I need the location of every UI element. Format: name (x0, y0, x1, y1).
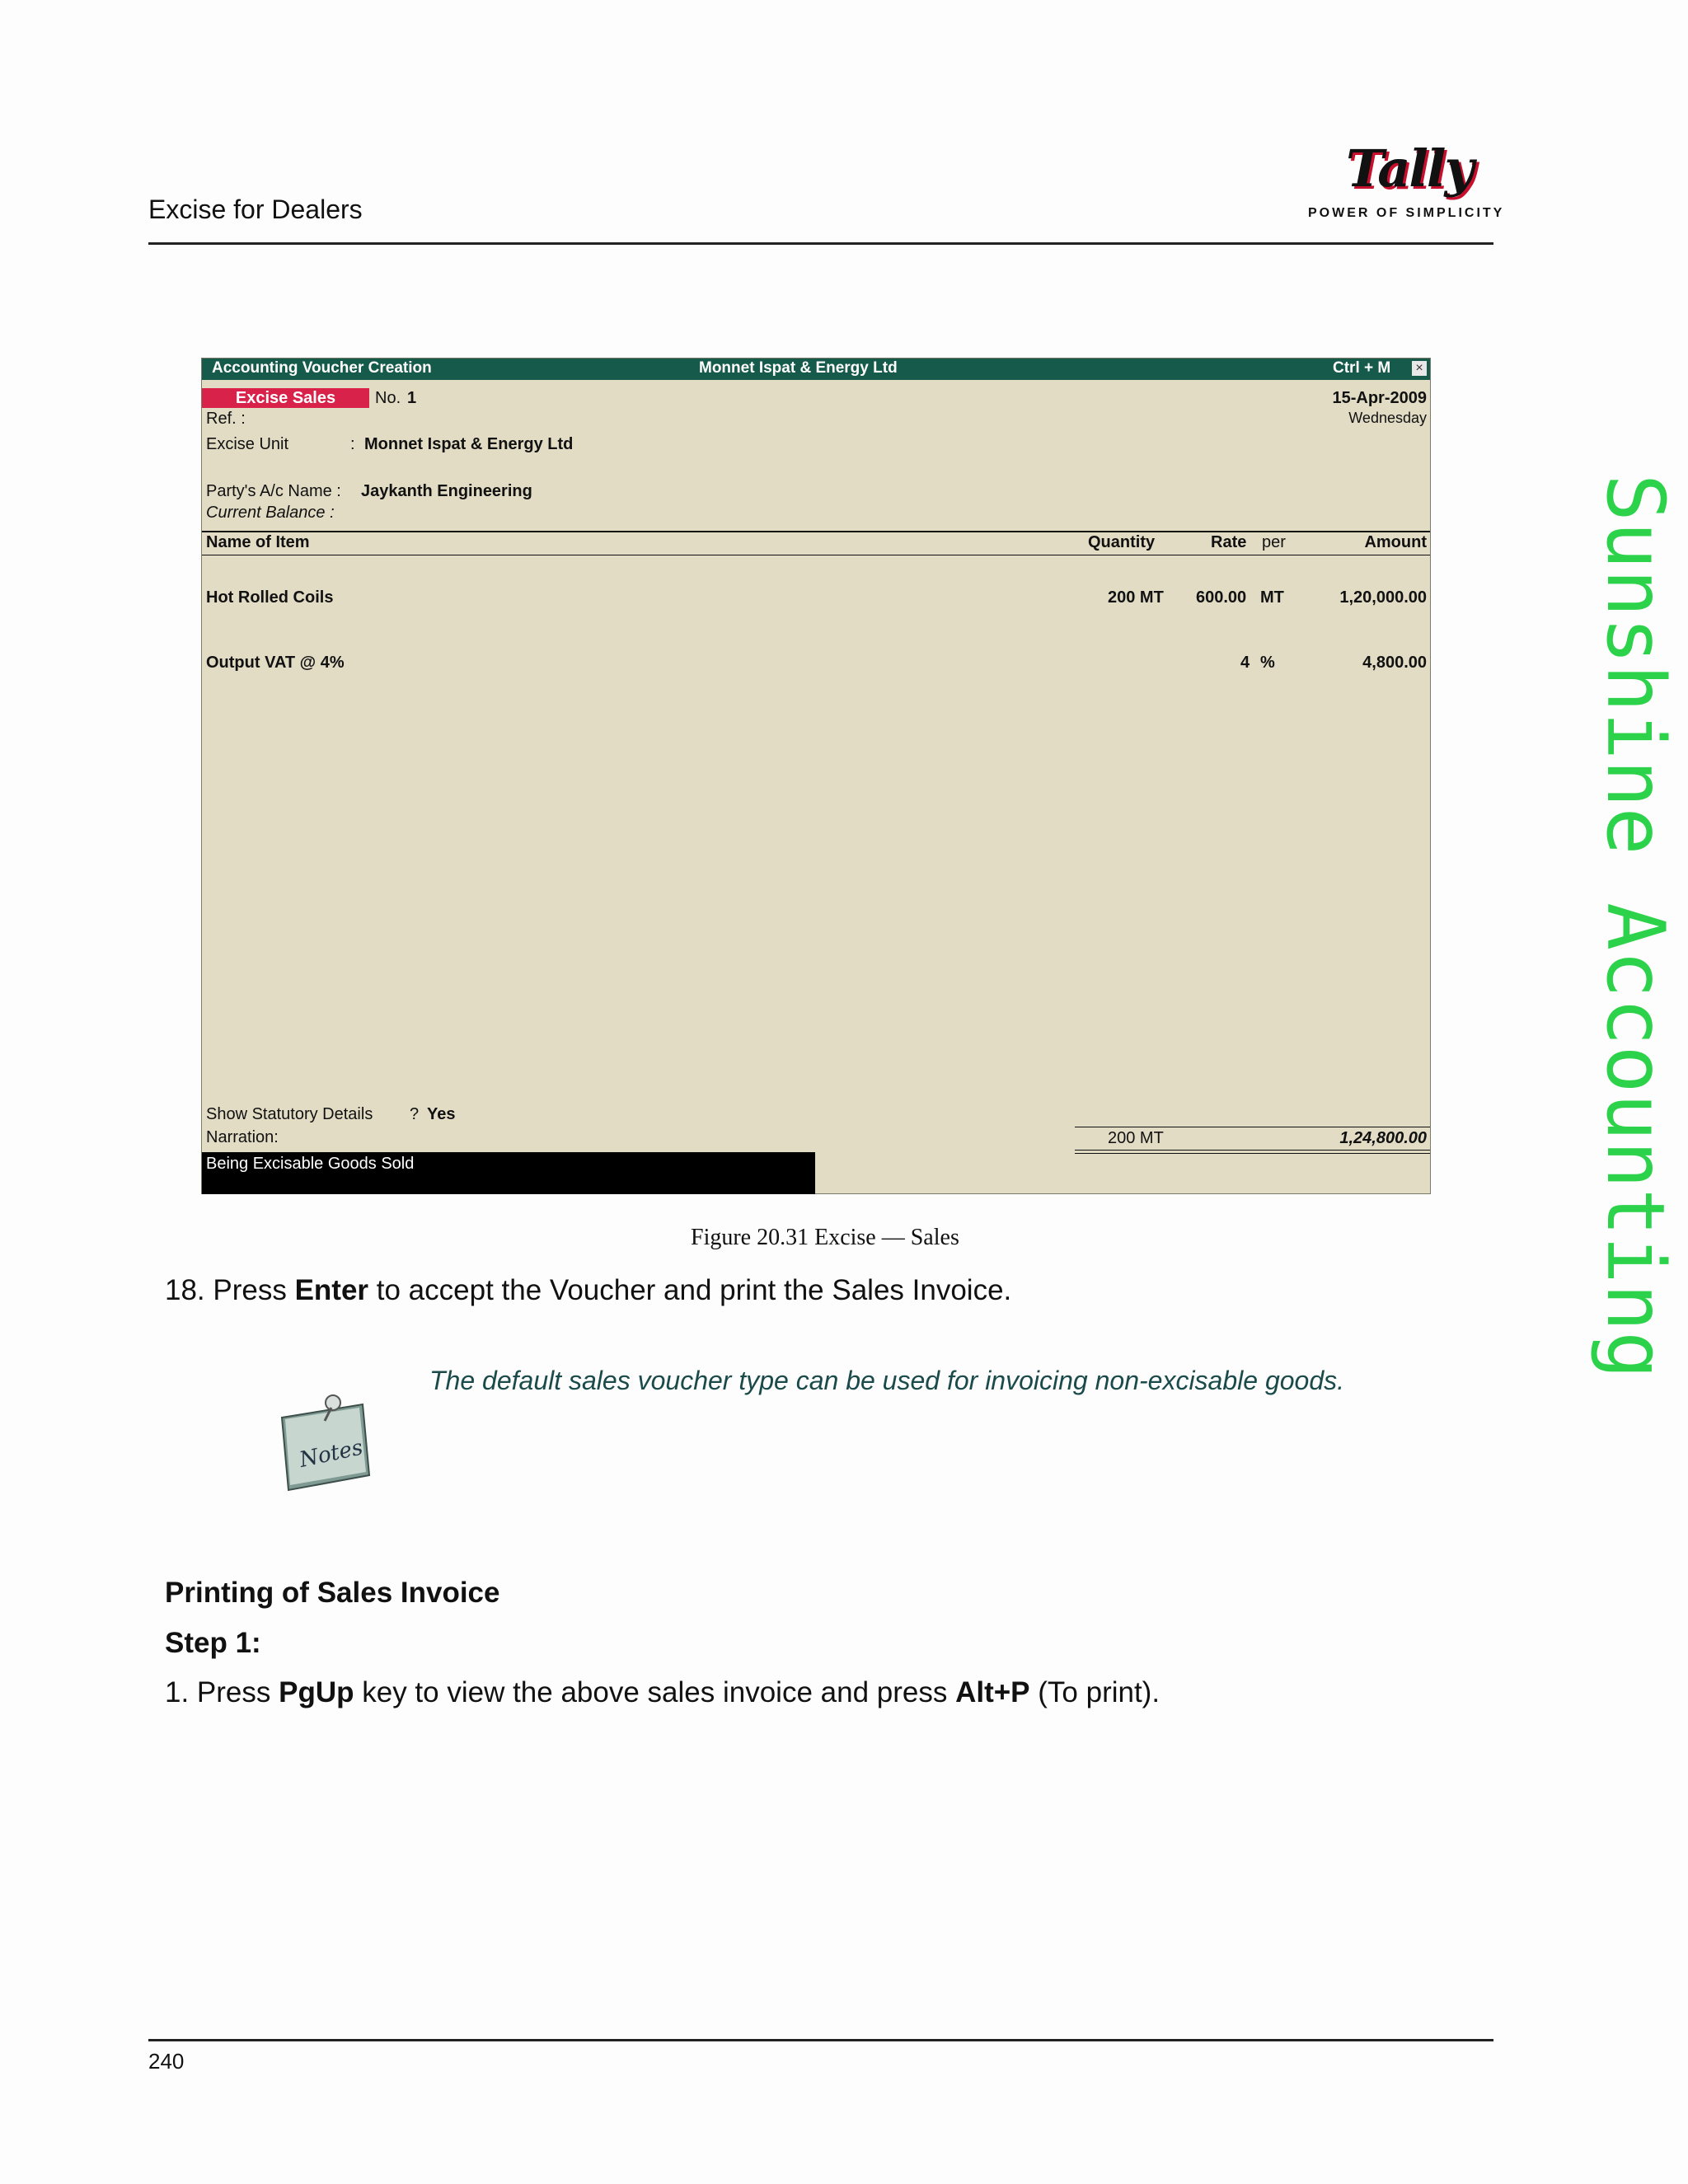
voucher-no-value[interactable]: 1 (407, 389, 417, 407)
step-1-prefix: 1. Press (165, 1676, 279, 1708)
screen-title: Accounting Voucher Creation (212, 359, 432, 377)
voucher-day: Wednesday (1348, 410, 1427, 426)
pgup-key: PgUp (279, 1676, 354, 1708)
total-quantity: 200 MT (1108, 1129, 1164, 1147)
total-amount: 1,24,800.00 (1339, 1129, 1427, 1147)
enter-key: Enter (294, 1274, 369, 1306)
page-number: 240 (148, 2049, 185, 2074)
table-top-rule (202, 531, 1430, 532)
alt-p-key: Alt+P (955, 1676, 1030, 1708)
narration-label: Narration: (206, 1128, 279, 1146)
step-heading: Step 1: (165, 1627, 261, 1659)
notes-icon (277, 1393, 374, 1495)
col-name-of-item: Name of Item (206, 533, 310, 551)
excise-unit-label: Excise Unit (206, 435, 289, 453)
table-row-item-name[interactable]: Output VAT @ 4% (206, 654, 345, 672)
statutory-question: ? (410, 1105, 420, 1123)
col-amount: Amount (1364, 533, 1427, 551)
voucher-date[interactable]: 15-Apr-2009 (1332, 389, 1427, 407)
page-header-title: Excise for Dealers (148, 194, 363, 224)
step-1-mid: key to view the above sales invoice and press (354, 1676, 956, 1708)
voucher-type-badge[interactable]: Excise Sales (202, 388, 369, 408)
step-1-text (165, 1676, 1160, 1709)
col-rate: Rate (1211, 533, 1247, 551)
note-text: The default sales voucher type can be used for invoicing non-excisable goods. (429, 1366, 1345, 1395)
step-18-suffix: to accept the Voucher and print the Sales Invoice. (368, 1274, 1012, 1306)
close-icon[interactable]: × (1412, 361, 1427, 376)
table-row-amount[interactable]: 4,800.00 (1362, 654, 1427, 672)
shortcut-label: Ctrl + M (1333, 359, 1391, 377)
table-row-rate[interactable]: 4 (1240, 654, 1250, 672)
section-title: Printing of Sales Invoice (165, 1577, 500, 1609)
current-balance-label: Current Balance : (206, 504, 335, 522)
voucher-screen (201, 358, 1431, 1194)
narration-text: Being Excisable Goods Sold (206, 1155, 415, 1173)
voucher-no-label: No. (375, 389, 401, 407)
table-row-quantity[interactable]: 200 MT (1108, 588, 1164, 607)
ref-label[interactable]: Ref. : (206, 410, 246, 428)
table-row-per[interactable]: MT (1260, 588, 1284, 607)
excise-unit-colon: : (350, 435, 355, 453)
header-divider (148, 242, 1493, 245)
watermark: Sunshine Accounting (1589, 474, 1681, 1380)
statutory-label: Show Statutory Details (206, 1105, 373, 1123)
svg-text:Notes: Notes (297, 1435, 365, 1473)
col-per: per (1262, 533, 1286, 551)
col-quantity: Quantity (1088, 533, 1156, 551)
tally-logo-word: Tally (1346, 138, 1473, 199)
table-row-rate[interactable]: 600.00 (1196, 588, 1247, 607)
excise-unit-value[interactable]: Monnet Ispat & Energy Ltd (364, 435, 574, 453)
table-row-item-name[interactable]: Hot Rolled Coils (206, 588, 334, 607)
figure-caption: Figure 20.31 Excise — Sales (691, 1225, 959, 1250)
narration-input[interactable] (202, 1152, 815, 1194)
totals-bottom-rule-2 (1075, 1153, 1430, 1154)
step-1-suffix: (To print). (1029, 1676, 1160, 1708)
totals-bottom-rule-1 (1075, 1150, 1430, 1151)
step-18-text (165, 1274, 1011, 1307)
table-row-per[interactable]: % (1260, 654, 1275, 672)
company-title: Monnet Ispat & Energy Ltd (699, 359, 898, 377)
tally-logo (1306, 138, 1505, 229)
statutory-value[interactable]: Yes (427, 1105, 456, 1123)
footer-divider (148, 2039, 1493, 2041)
screen-titlebar (202, 359, 1430, 380)
party-label: Party's A/c Name : (206, 482, 341, 500)
step-18-prefix: 18. Press (165, 1274, 295, 1306)
tally-logo-tagline: POWER OF SIMPLICITY (1308, 206, 1505, 220)
party-value[interactable]: Jaykanth Engineering (361, 482, 532, 500)
table-row-amount[interactable]: 1,20,000.00 (1339, 588, 1427, 607)
